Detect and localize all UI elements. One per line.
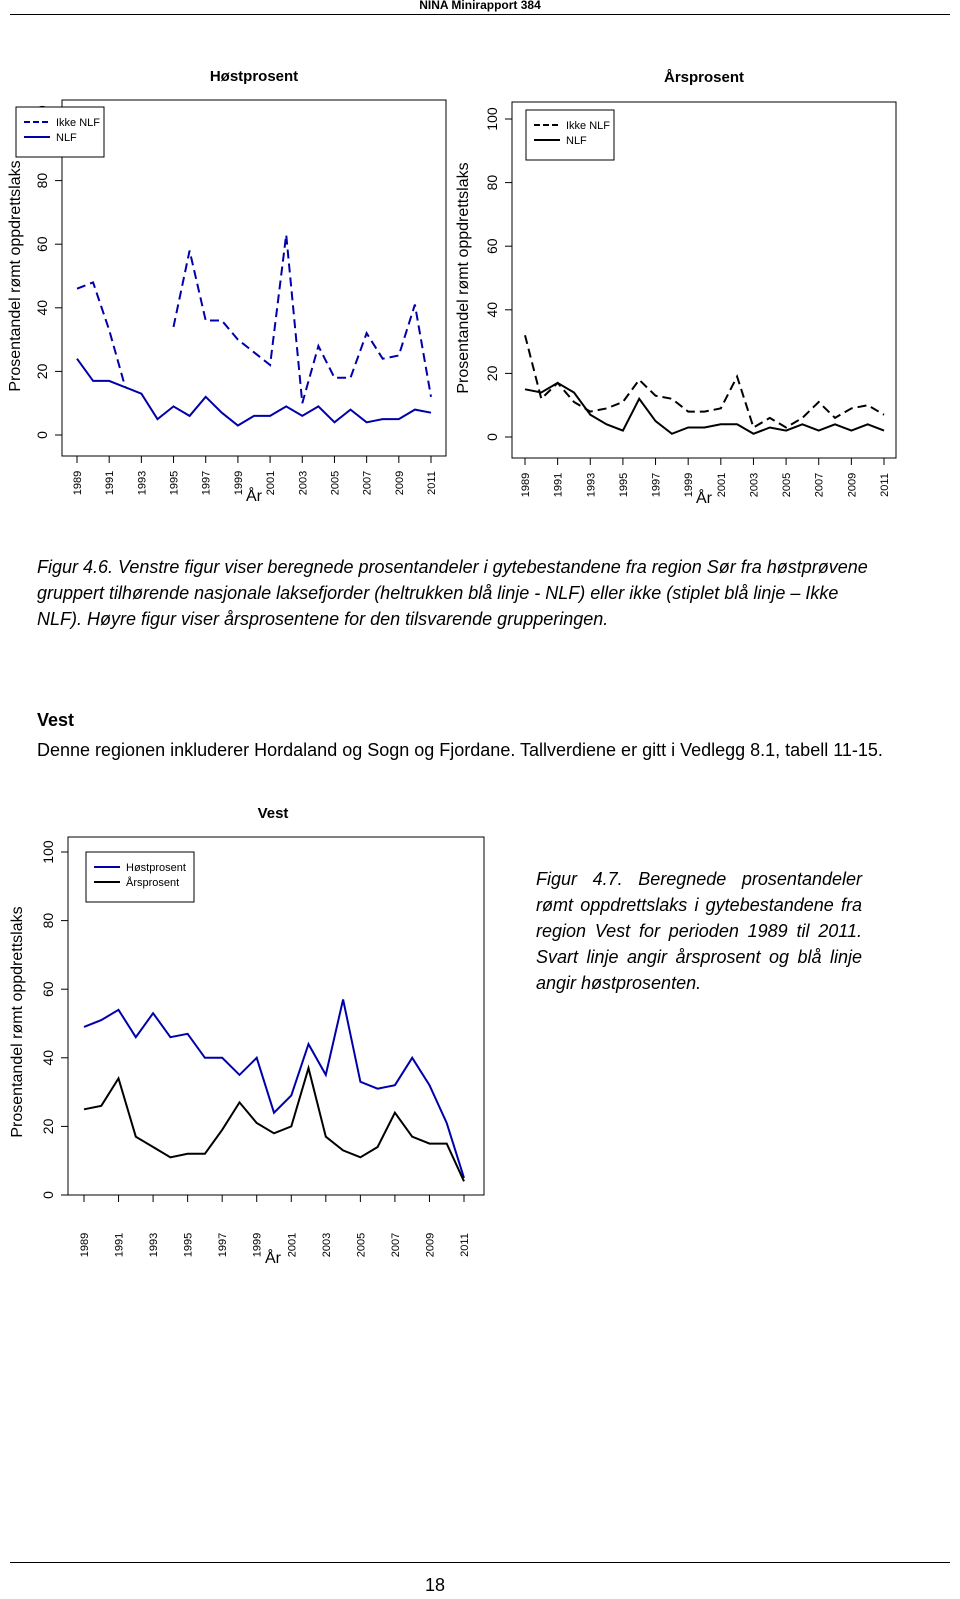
series-line xyxy=(77,359,431,426)
header-rule xyxy=(10,14,950,15)
y-tick-label: 60 xyxy=(40,981,56,997)
chart-title: Vest xyxy=(257,805,289,822)
chart-title: Årsprosent xyxy=(663,69,745,86)
y-tick-label: 0 xyxy=(484,433,500,441)
x-tick-label: 1995 xyxy=(617,472,630,498)
x-tick-label: 2001 xyxy=(715,472,728,498)
x-tick-label: 2011 xyxy=(459,1233,471,1257)
x-tick-label: 2003 xyxy=(297,470,310,496)
y-tick-label: 20 xyxy=(34,363,50,380)
plot-frame xyxy=(62,100,446,456)
x-tick-label: 1999 xyxy=(232,470,245,496)
chart-arsprosent xyxy=(450,60,920,520)
x-tick-label: 1995 xyxy=(182,1232,195,1258)
x-tick-label: 2005 xyxy=(329,470,342,496)
x-axis-label: År xyxy=(265,1250,281,1267)
figure-4-7-caption xyxy=(536,866,862,996)
chart-hostprosent xyxy=(0,60,470,520)
y-tick-label: 20 xyxy=(40,1118,56,1135)
chart-title: Høstprosent xyxy=(209,68,299,85)
y-tick-label: 20 xyxy=(484,365,500,382)
y-tick-label: 60 xyxy=(34,236,50,252)
page-header xyxy=(0,0,960,16)
series-line xyxy=(84,1000,464,1178)
y-tick-label: 100 xyxy=(484,107,500,131)
x-tick-label: 2001 xyxy=(286,1232,299,1258)
x-tick-label: 1991 xyxy=(113,1232,126,1258)
y-axis-label: Prosentandel rømt oppdrettslaks xyxy=(9,906,26,1138)
y-tick-label: 80 xyxy=(40,912,57,929)
legend-label: NLF xyxy=(56,132,77,144)
y-tick-label: 0 xyxy=(34,431,50,439)
x-tick-label: 1993 xyxy=(585,472,598,498)
x-axis-label: År xyxy=(696,490,712,507)
x-tick-label: 2001 xyxy=(265,470,278,496)
x-tick-label: 1989 xyxy=(520,472,532,498)
series-line xyxy=(525,383,884,434)
chart-vest xyxy=(0,795,520,1275)
x-tick-label: 2011 xyxy=(879,473,891,497)
figure-4-6-label: Figur 4.6. xyxy=(37,557,114,577)
x-tick-label: 2007 xyxy=(361,470,374,496)
series-line xyxy=(174,235,432,404)
section-heading: Vest xyxy=(37,710,75,730)
y-axis-label: Prosentandel rømt oppdrettslaks xyxy=(7,160,24,392)
x-tick-label: 1993 xyxy=(136,470,149,496)
y-tick-label: 80 xyxy=(34,172,50,189)
x-tick-label: 1991 xyxy=(552,472,565,498)
y-tick-label: 40 xyxy=(34,300,50,316)
y-tick-label: 60 xyxy=(484,238,500,254)
figure-4-6-caption xyxy=(37,554,887,632)
legend-label: Årsprosent xyxy=(126,877,180,889)
footer-rule xyxy=(10,1562,950,1563)
x-tick-label: 1999 xyxy=(683,472,696,498)
section-body: Denne regionen inkluderer Hordaland og Sogn og Fjordane. Tallverdiene er gitt i Vedlegg 8.1, tabell 11-15. xyxy=(37,740,883,760)
legend-label: Ikke NLF xyxy=(56,117,101,129)
x-tick-label: 2003 xyxy=(748,472,761,498)
x-tick-label: 2011 xyxy=(426,471,438,495)
x-tick-label: 1999 xyxy=(251,1232,264,1258)
series-line xyxy=(525,335,884,427)
x-tick-label: 1997 xyxy=(650,472,663,498)
legend-label: Ikke NLF xyxy=(566,120,611,132)
x-tick-label: 2007 xyxy=(813,472,826,498)
x-tick-label: 2003 xyxy=(320,1232,333,1258)
series-line xyxy=(77,282,125,387)
figure-4-7-label: Figur 4.7. xyxy=(536,869,623,889)
y-tick-label: 40 xyxy=(40,1050,56,1066)
figure-4-6-text: Venstre figur viser beregnede prosentandeler i gytebestandene fra region Sør fra høstprøvene gruppert tilhørende nasjonale laksefjorder (heltrukken blå linje - NLF) eller ikke (stiplet blå linje – Ikke NLF). Høyre figur viser årsprosentene for den tilsvarende grupperingen. xyxy=(37,557,868,629)
y-axis-label: Prosentandel rømt oppdrettslaks xyxy=(455,162,472,394)
x-tick-label: 2005 xyxy=(355,1232,368,1258)
x-tick-label: 1989 xyxy=(72,470,84,496)
x-tick-label: 1997 xyxy=(200,470,213,496)
x-tick-label: 2009 xyxy=(424,1232,437,1258)
figure-4-7-text: Beregnede prosentandeler rømt oppdrettslaks i gytebestandene fra region Vest for perioden 1989 til 2011. Svart linje angir årsprosent og blå linje angir høstprosenten. xyxy=(536,869,862,993)
y-tick-label: 0 xyxy=(40,1191,56,1199)
x-tick-label: 1989 xyxy=(79,1232,91,1258)
x-tick-label: 1993 xyxy=(148,1232,161,1258)
x-tick-label: 2009 xyxy=(393,470,406,496)
x-tick-label: 2009 xyxy=(846,472,859,498)
x-axis-label: År xyxy=(246,488,262,505)
legend-label: NLF xyxy=(566,135,587,147)
series-line xyxy=(84,1068,464,1181)
y-tick-label: 80 xyxy=(484,174,500,191)
page-number: 18 xyxy=(424,1575,446,1595)
legend-label: Høstprosent xyxy=(126,862,186,874)
x-tick-label: 1991 xyxy=(104,470,117,496)
x-tick-label: 2007 xyxy=(389,1232,402,1258)
x-tick-label: 1997 xyxy=(217,1232,230,1258)
x-tick-label: 2005 xyxy=(781,472,794,498)
y-tick-label: 100 xyxy=(40,840,56,864)
x-tick-label: 1995 xyxy=(168,470,181,496)
y-tick-label: 40 xyxy=(484,302,500,318)
report-title: NINA Minirapport 384 xyxy=(419,0,541,12)
